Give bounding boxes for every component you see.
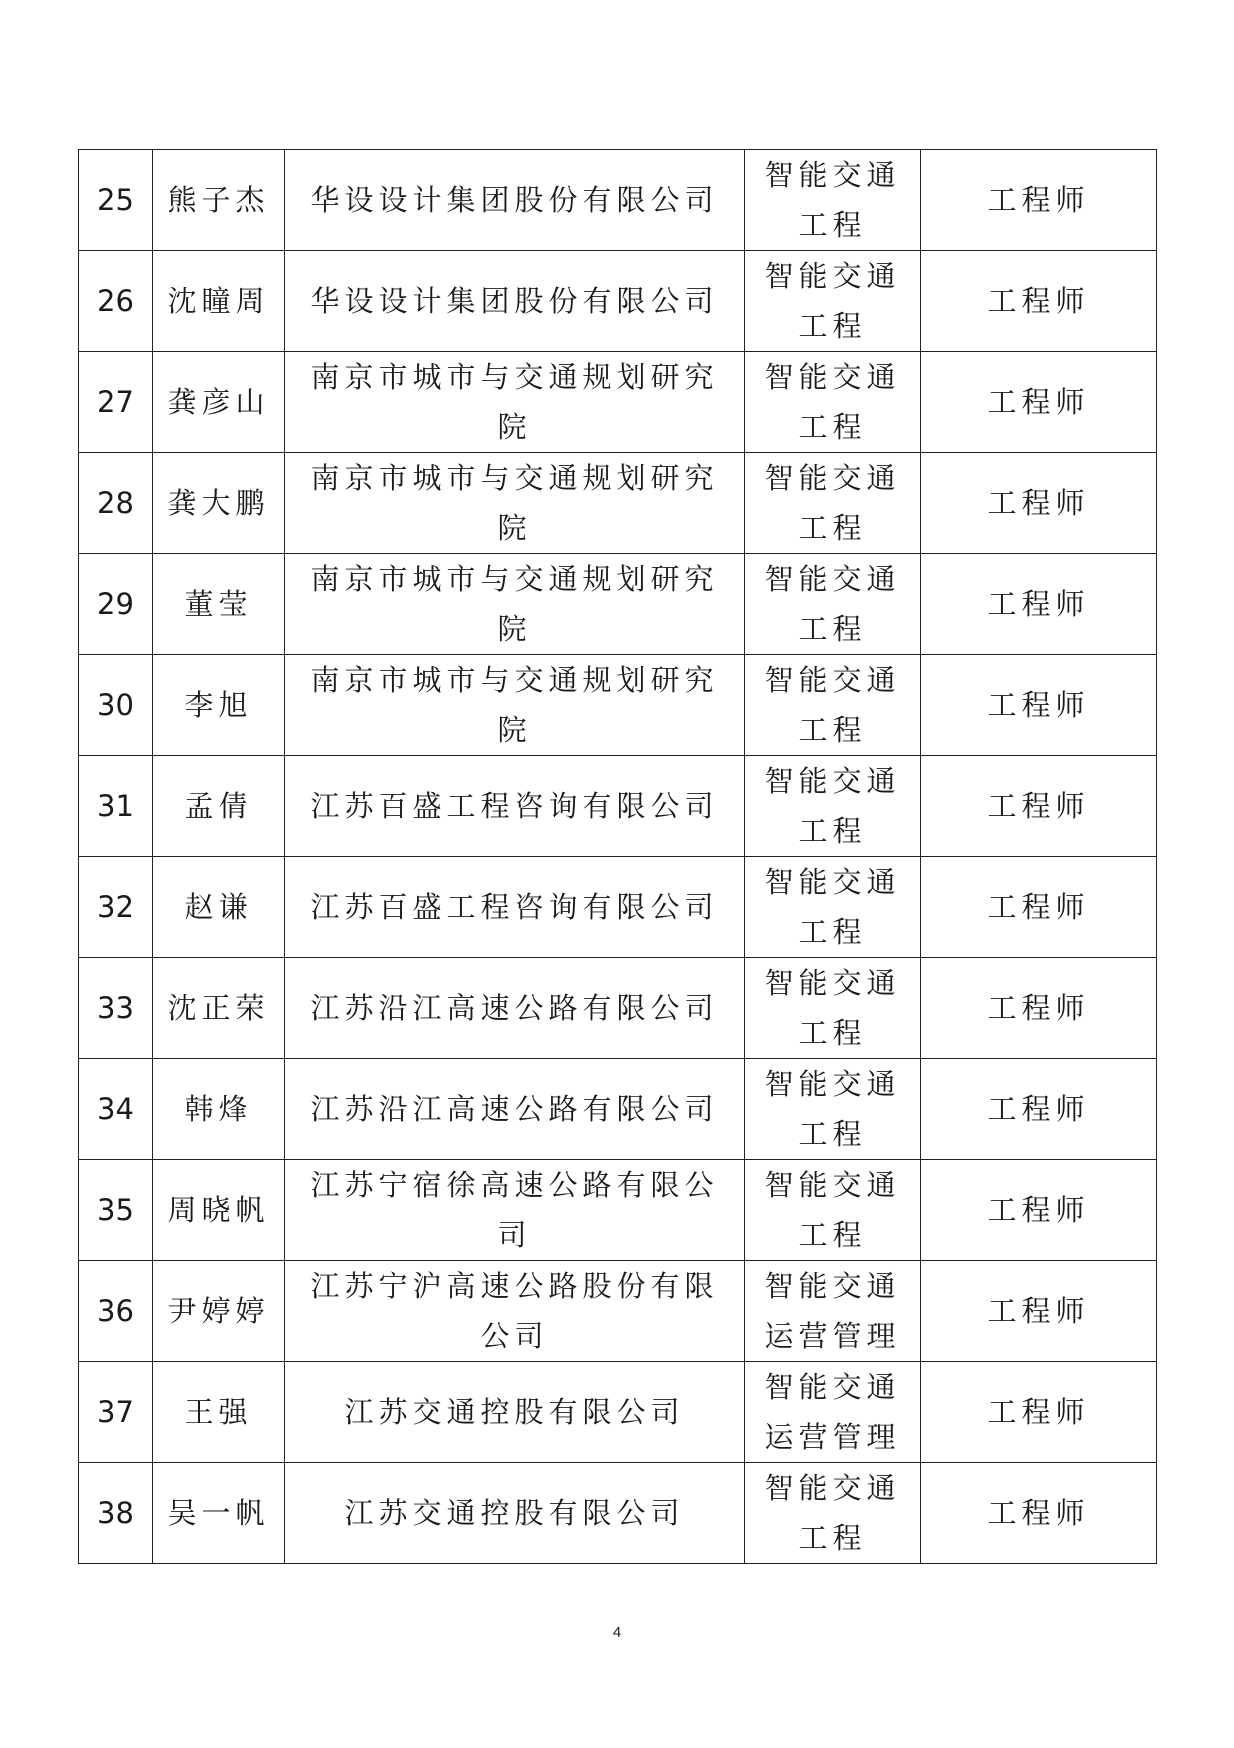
organization: 南京市城市与交通规划研究院 bbox=[285, 453, 745, 554]
job-title: 工程师 bbox=[921, 857, 1157, 958]
job-title: 工程师 bbox=[921, 1160, 1157, 1261]
organization: 江苏沿江高速公路有限公司 bbox=[285, 958, 745, 1059]
person-name: 龚大鹏 bbox=[153, 453, 285, 554]
specialty: 智能交通工程 bbox=[745, 1463, 921, 1564]
specialty: 智能交通运营管理 bbox=[745, 1261, 921, 1362]
person-name: 王强 bbox=[153, 1362, 285, 1463]
row-number: 33 bbox=[79, 958, 153, 1059]
table-row bbox=[79, 150, 1157, 251]
row-number: 35 bbox=[79, 1160, 153, 1261]
table-row bbox=[79, 352, 1157, 453]
organization: 江苏宁宿徐高速公路有限公司 bbox=[285, 1160, 745, 1261]
table-row bbox=[79, 655, 1157, 756]
job-title: 工程师 bbox=[921, 1059, 1157, 1160]
table-row bbox=[79, 1261, 1157, 1362]
job-title: 工程师 bbox=[921, 655, 1157, 756]
table-row bbox=[79, 453, 1157, 554]
specialty: 智能交通工程 bbox=[745, 655, 921, 756]
table-row bbox=[79, 1059, 1157, 1160]
organization: 江苏沿江高速公路有限公司 bbox=[285, 1059, 745, 1160]
table-row bbox=[79, 1463, 1157, 1564]
table-row bbox=[79, 1160, 1157, 1261]
job-title: 工程师 bbox=[921, 554, 1157, 655]
specialty: 智能交通工程 bbox=[745, 1059, 921, 1160]
person-name: 龚彦山 bbox=[153, 352, 285, 453]
person-name: 尹婷婷 bbox=[153, 1261, 285, 1362]
table-row bbox=[79, 554, 1157, 655]
row-number: 27 bbox=[79, 352, 153, 453]
specialty: 智能交通工程 bbox=[745, 453, 921, 554]
personnel-table bbox=[78, 149, 1157, 1564]
organization: 江苏百盛工程咨询有限公司 bbox=[285, 857, 745, 958]
specialty: 智能交通工程 bbox=[745, 756, 921, 857]
row-number: 36 bbox=[79, 1261, 153, 1362]
organization: 江苏交通控股有限公司 bbox=[285, 1463, 745, 1564]
person-name: 周晓帆 bbox=[153, 1160, 285, 1261]
organization: 江苏交通控股有限公司 bbox=[285, 1362, 745, 1463]
specialty: 智能交通工程 bbox=[745, 554, 921, 655]
job-title: 工程师 bbox=[921, 150, 1157, 251]
page-number: 4 bbox=[612, 1624, 622, 1641]
job-title: 工程师 bbox=[921, 958, 1157, 1059]
person-name: 韩烽 bbox=[153, 1059, 285, 1160]
organization: 华设设计集团股份有限公司 bbox=[285, 251, 745, 352]
organization: 南京市城市与交通规划研究院 bbox=[285, 554, 745, 655]
table-row bbox=[79, 756, 1157, 857]
job-title: 工程师 bbox=[921, 453, 1157, 554]
specialty: 智能交通工程 bbox=[745, 251, 921, 352]
job-title: 工程师 bbox=[921, 756, 1157, 857]
row-number: 25 bbox=[79, 150, 153, 251]
row-number: 29 bbox=[79, 554, 153, 655]
row-number: 31 bbox=[79, 756, 153, 857]
person-name: 李旭 bbox=[153, 655, 285, 756]
row-number: 28 bbox=[79, 453, 153, 554]
row-number: 38 bbox=[79, 1463, 153, 1564]
job-title: 工程师 bbox=[921, 352, 1157, 453]
specialty: 智能交通工程 bbox=[745, 150, 921, 251]
job-title: 工程师 bbox=[921, 1261, 1157, 1362]
table-row bbox=[79, 251, 1157, 352]
person-name: 孟倩 bbox=[153, 756, 285, 857]
specialty: 智能交通工程 bbox=[745, 958, 921, 1059]
row-number: 26 bbox=[79, 251, 153, 352]
row-number: 30 bbox=[79, 655, 153, 756]
person-name: 董莹 bbox=[153, 554, 285, 655]
specialty: 智能交通工程 bbox=[745, 1160, 921, 1261]
organization: 南京市城市与交通规划研究院 bbox=[285, 352, 745, 453]
organization: 江苏百盛工程咨询有限公司 bbox=[285, 756, 745, 857]
table-row bbox=[79, 857, 1157, 958]
row-number: 32 bbox=[79, 857, 153, 958]
row-number: 37 bbox=[79, 1362, 153, 1463]
person-name: 熊子杰 bbox=[153, 150, 285, 251]
organization: 江苏宁沪高速公路股份有限公司 bbox=[285, 1261, 745, 1362]
specialty: 智能交通工程 bbox=[745, 352, 921, 453]
job-title: 工程师 bbox=[921, 1463, 1157, 1564]
organization: 南京市城市与交通规划研究院 bbox=[285, 655, 745, 756]
specialty: 智能交通运营管理 bbox=[745, 1362, 921, 1463]
table-row bbox=[79, 1362, 1157, 1463]
personnel-table-body bbox=[79, 150, 1157, 1564]
row-number: 34 bbox=[79, 1059, 153, 1160]
organization: 华设设计集团股份有限公司 bbox=[285, 150, 745, 251]
person-name: 吴一帆 bbox=[153, 1463, 285, 1564]
job-title: 工程师 bbox=[921, 251, 1157, 352]
table-row bbox=[79, 958, 1157, 1059]
specialty: 智能交通工程 bbox=[745, 857, 921, 958]
person-name: 赵谦 bbox=[153, 857, 285, 958]
job-title: 工程师 bbox=[921, 1362, 1157, 1463]
person-name: 沈瞳周 bbox=[153, 251, 285, 352]
person-name: 沈正荣 bbox=[153, 958, 285, 1059]
